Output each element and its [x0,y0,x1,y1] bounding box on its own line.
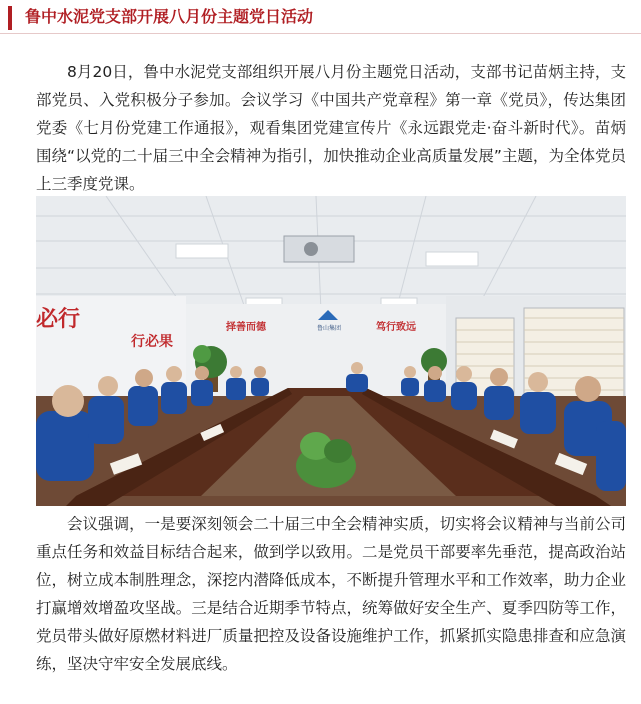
ceiling-projector [284,236,354,262]
article-paragraph-2: 会议强调，一是要深刻领会二十届三中全会精神实质，切实将会议精神与当前公司重点任务和效益目标结合起来，做到学以致用。二是党员干部要率先垂范，提高政治站位，树立成本制胜理念，深挖内潜降低成本，不断提升管理水平和工作效率，助力企业打赢增效增盈攻坚战。三是结合近期季节特点，统筹做好安全生产、夏季四防等工作，党员带头做好原燃材料进厂质量把控及设备设施维护工作，抓紧抓实隐患排查和应急演练，坚决守牢安全发展底线。 [36,515,626,673]
wall-slogan-left-1: 必行 [36,307,81,332]
projector-lens [304,242,318,256]
meeting-photo [36,196,626,506]
ceiling-light [176,244,228,258]
meeting-photo-illustration [36,196,626,506]
wall-slogan-center-left: 择善而德 [226,322,266,333]
header-accent-bar [8,6,12,30]
logo-caption: 鲁山集团 [317,325,342,332]
wall-slogan-center-right: 笃行致远 [376,322,416,333]
article-paragraph-1: 8月20日，鲁中水泥党支部组织开展八月份主题党日活动，支部书记苗炳主持，支部党员、入党积极分子参加。会议学习《中国共产党章程》第一章《党员》，传达集团党委《七月份党建工作通报》，观看集团党建宣传片《永远跟党走·奋斗新时代》。苗炳围绕“以党的二十届三中全会精神为指引，加快推动企业高质量发展”主题，为全体党员上三季度党课。 [36,63,626,193]
article-header [0,0,641,34]
wall-slogan-left-2: 行必果 [131,334,173,350]
article-title: 鲁中水泥党支部开展八月份主题党日活动 [25,7,314,26]
ceiling-light [426,252,478,266]
